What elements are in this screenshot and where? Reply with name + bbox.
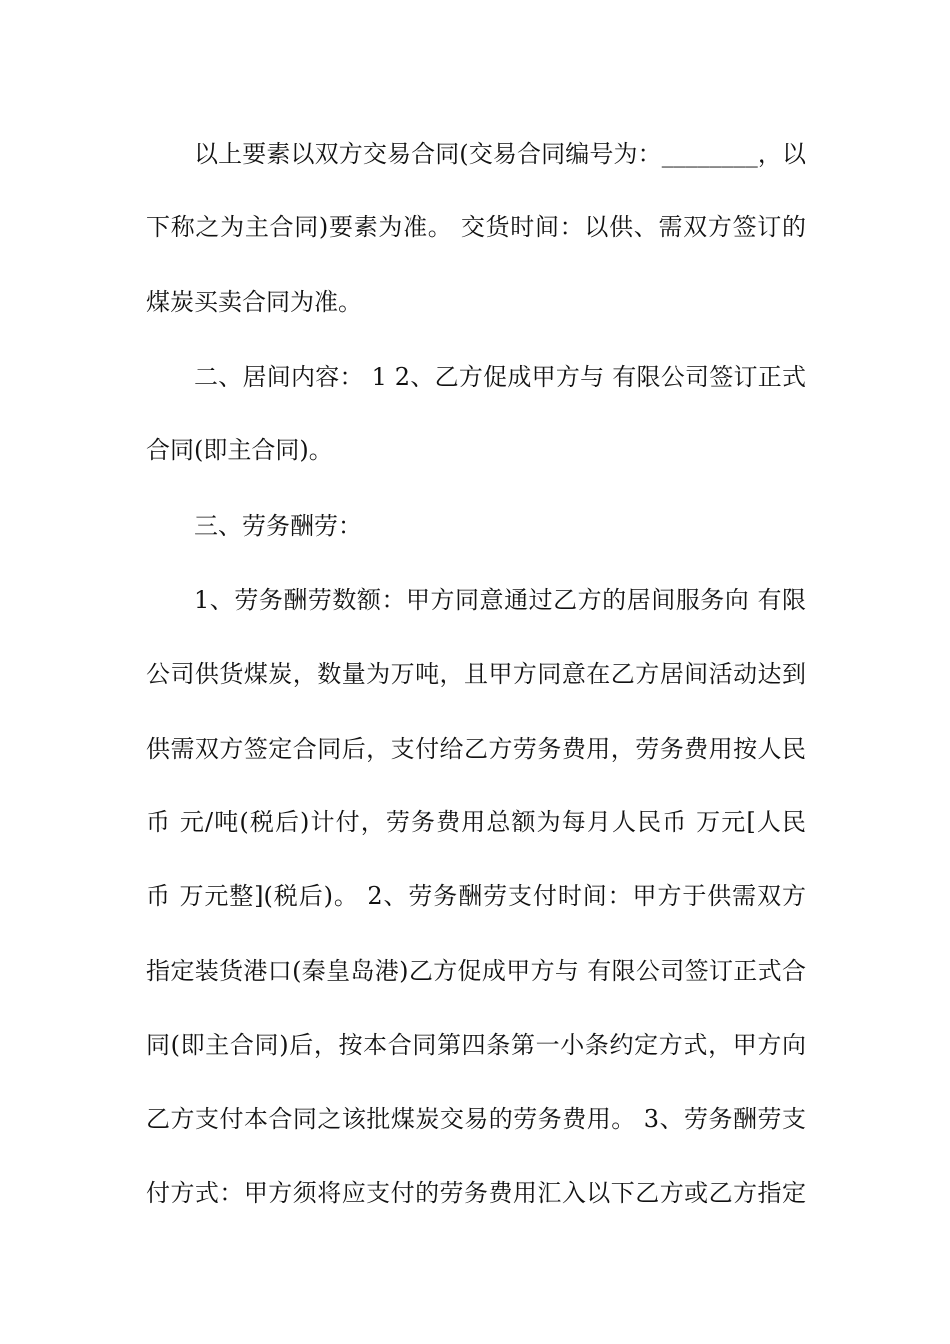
text-line: 供需双方签定合同后，支付给乙方劳务费用，劳务费用按人民 bbox=[146, 735, 806, 763]
text-line: 合同(即主合同)。 bbox=[146, 436, 333, 464]
text-line: 乙方支付本合同之该批煤炭交易的劳务费用。 3、劳务酬劳支 bbox=[146, 1105, 806, 1133]
text-line: 1、劳务酬劳数额：甲方同意通过乙方的居间服务向 有限 bbox=[194, 586, 806, 614]
text-line: 指定装货港口(秦皇岛港)乙方促成甲方与 有限公司签订正式合 bbox=[146, 957, 806, 985]
text-line: 同(即主合同)后，按本合同第四条第一小条约定方式，甲方向 bbox=[146, 1031, 806, 1059]
text-line: 三、劳务酬劳： bbox=[194, 512, 362, 540]
text-line: 下称之为主合同)要素为准。 交货时间：以供、需双方签订的 bbox=[146, 213, 806, 241]
text-line: 二、居间内容： 1 2、乙方促成甲方与 有限公司签订正式 bbox=[194, 363, 806, 391]
text-line: 币 元/吨(税后)计付，劳务费用总额为每月人民币 万元[人民 bbox=[146, 808, 806, 836]
text-line: 以上要素以双方交易合同(交易合同编号为：________，以 bbox=[194, 140, 806, 168]
text-line: 付方式：甲方须将应支付的劳务费用汇入以下乙方或乙方指定 bbox=[146, 1179, 806, 1207]
text-line: 公司供货煤炭，数量为万吨，且甲方同意在乙方居间活动达到 bbox=[146, 660, 806, 688]
text-line: 煤炭买卖合同为准。 bbox=[146, 288, 362, 316]
text-line: 币 万元整](税后)。 2、劳务酬劳支付时间：甲方于供需双方 bbox=[146, 882, 806, 910]
